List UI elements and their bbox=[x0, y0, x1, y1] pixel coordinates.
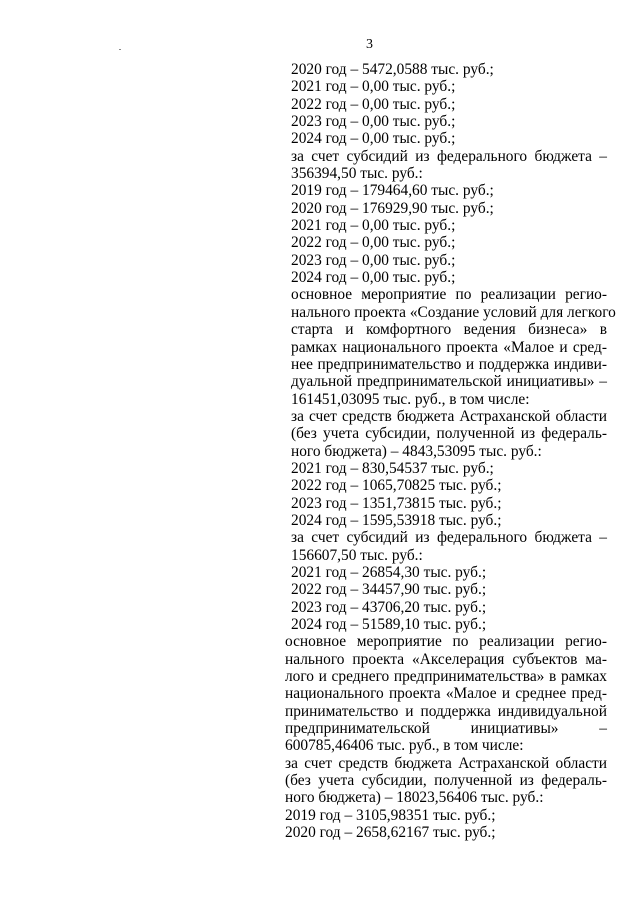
text-line: 2021 год – 26854,30 тыс. руб.; bbox=[291, 563, 487, 581]
text-line: 2021 год – 830,54537 тыс. руб.; bbox=[291, 459, 494, 477]
scan-speck bbox=[119, 49, 121, 50]
text-line: (без учета субсидии, полученной из федераль- bbox=[291, 425, 607, 443]
text-line: нее предпринимательство и поддержка индиви- bbox=[291, 355, 607, 373]
text-line: 2024 год – 0,00 тыс. руб.; bbox=[291, 130, 456, 148]
text-line: за счет средств бюджета Астраханской области bbox=[291, 407, 607, 425]
text-line: 156607,50 тыс. руб.: bbox=[291, 546, 423, 564]
text-line: национального проекта «Малое и среднее пред- bbox=[285, 685, 607, 703]
text-line: лого и среднего предпринимательства» в рамках bbox=[285, 668, 607, 686]
document-text-block bbox=[285, 61, 616, 842]
text-line: 2021 год – 0,00 тыс. руб.; bbox=[291, 78, 456, 96]
text-line: 356394,50 тыс. руб.: bbox=[291, 165, 423, 183]
text-line: предпринимательской инициативы» – bbox=[285, 720, 607, 738]
text-line: 600785,46406 тыс. руб., в том числе: bbox=[285, 737, 524, 755]
page-number: 3 bbox=[366, 37, 373, 52]
text-line: 2023 год – 43706,20 тыс. руб.; bbox=[291, 598, 487, 616]
text-line: основное мероприятие по реализации регио- bbox=[291, 286, 607, 304]
text-line: 2019 год – 179464,60 тыс. руб.; bbox=[291, 182, 494, 200]
text-line: (без учета субсидии, полученной из федераль- bbox=[285, 772, 607, 790]
text-line: 2020 год – 2658,62167 тыс. руб.; bbox=[285, 824, 496, 842]
text-line: 2020 год – 5472,0588 тыс. руб.; bbox=[291, 61, 494, 78]
text-line: 2022 год – 0,00 тыс. руб.; bbox=[291, 95, 456, 113]
text-line: 2021 год – 0,00 тыс. руб.; bbox=[291, 217, 456, 235]
text-line: за счет субсидий из федерального бюджета – bbox=[291, 147, 607, 165]
text-line: 2020 год – 176929,90 тыс. руб.; bbox=[291, 199, 494, 217]
text-line: старта и комфортного ведения бизнеса» в bbox=[291, 321, 607, 339]
text-line: нального проекта «Акселерация субъектов ма- bbox=[285, 650, 607, 668]
text-line: ного бюджета) – 4843,53095 тыс. руб.: bbox=[291, 442, 542, 460]
text-line: рамках национального проекта «Малое и сред- bbox=[291, 338, 607, 356]
text-line: нального проекта «Создание условий для легкого bbox=[291, 303, 616, 321]
text-line: дуальной предпринимательской инициативы» – bbox=[291, 373, 607, 391]
text-line: за счет субсидий из федерального бюджета – bbox=[291, 529, 607, 547]
text-line: ного бюджета) – 18023,56406 тыс. руб.: bbox=[285, 789, 544, 807]
text-line: 2024 год – 51589,10 тыс. руб.; bbox=[291, 616, 487, 633]
text-line: 2023 год – 1351,73815 тыс. руб.; bbox=[291, 494, 502, 512]
text-line: 2022 год – 34457,90 тыс. руб.; bbox=[291, 581, 487, 599]
text-line: принимательство и поддержка индивидуальной bbox=[285, 702, 607, 720]
text-line: 2023 год – 0,00 тыс. руб.; bbox=[291, 113, 456, 131]
text-line: 2022 год – 0,00 тыс. руб.; bbox=[291, 234, 456, 252]
text-line: 2024 год – 1595,53918 тыс. руб.; bbox=[291, 511, 502, 529]
text-line: за счет средств бюджета Астраханской области bbox=[285, 754, 607, 772]
text-line: 2023 год – 0,00 тыс. руб.; bbox=[291, 251, 456, 269]
text-line: 161451,03095 тыс. руб., в том числе: bbox=[291, 390, 530, 408]
text-line: 2024 год – 0,00 тыс. руб.; bbox=[291, 269, 456, 287]
text-line: 2022 год – 1065,70825 тыс. руб.; bbox=[291, 477, 502, 495]
text-line: основное мероприятие по реализации регио- bbox=[285, 633, 607, 651]
text-line: 2019 год – 3105,98351 тыс. руб.; bbox=[285, 806, 496, 824]
